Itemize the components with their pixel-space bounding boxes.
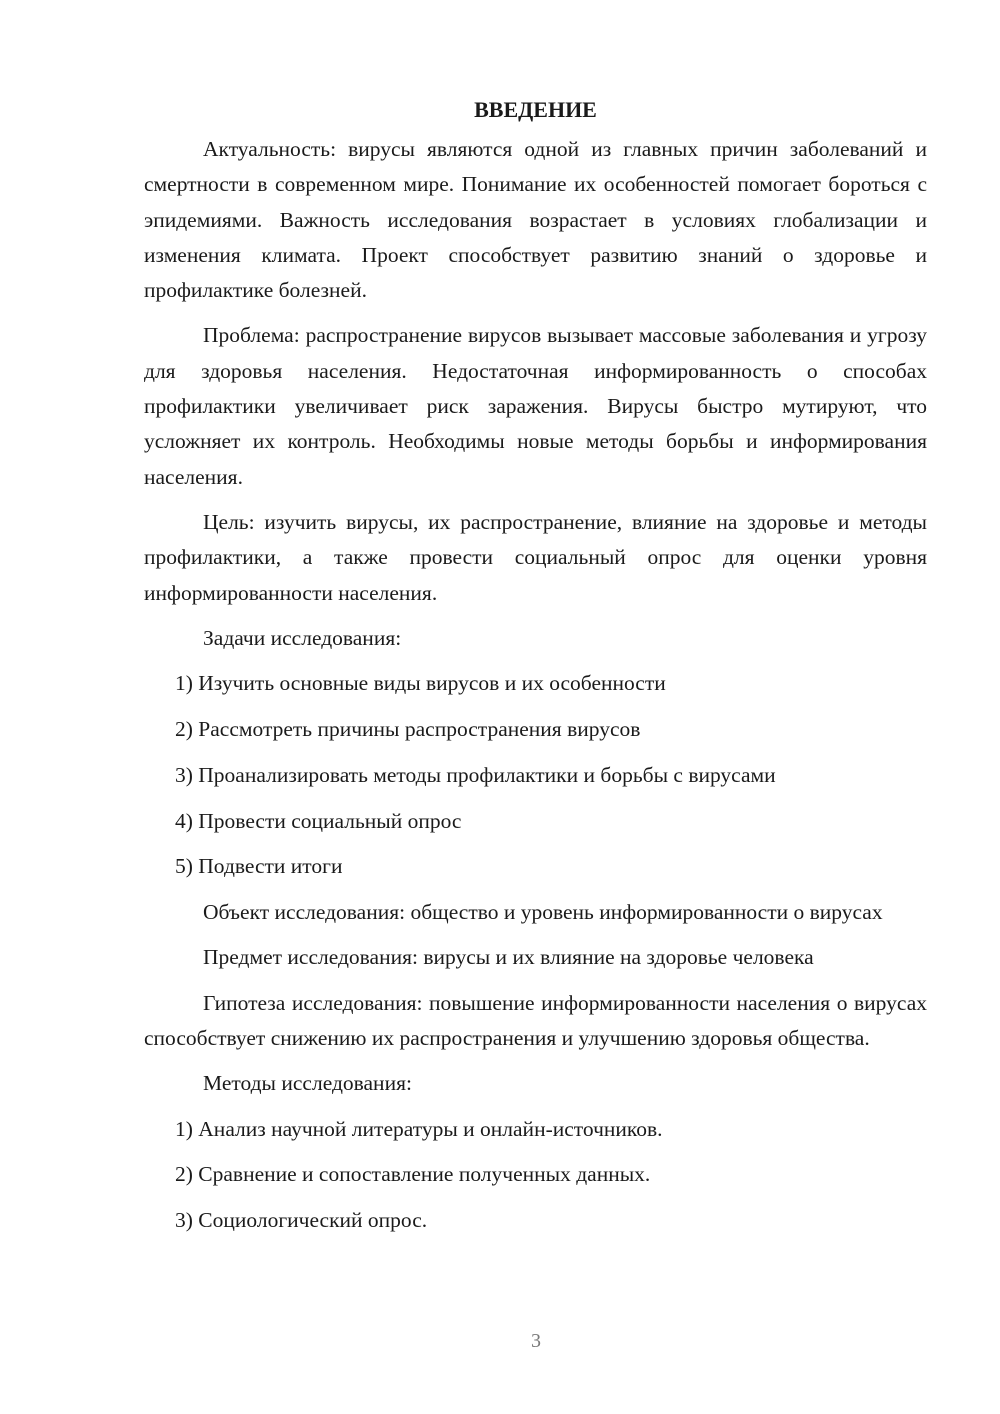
list-item: 4) Провести социальный опрос (175, 808, 462, 833)
list-item: 3) Социологический опрос. (175, 1208, 428, 1233)
tasks-list (144, 666, 927, 884)
page-number: 3 (531, 1330, 541, 1352)
document-page (144, 92, 927, 1249)
page-title: ВВЕДЕНИЕ (474, 97, 597, 122)
list-item: 1) Изучить основные виды вирусов и их особенности (175, 671, 666, 696)
list-item: 3) Проанализировать методы профилактики и борьбы с вирусами (175, 762, 776, 787)
object-paragraph: Объект исследования: общество и уровень информированности о вирусах (203, 900, 883, 925)
tasks-heading: Задачи исследования: (203, 625, 402, 650)
relevance-paragraph: Актуальность: вирусы являются одной из главных причин заболеваний и смертности в современном мире. Понимание их особенностей помогает бороться с эпидемиями. Важность исследования возрастает в условиях глобализации и изменения климата. Проект способствует развитию знаний о здоровье и профилактике болезней. (144, 137, 927, 303)
methods-heading: Методы исследования: (203, 1071, 412, 1096)
problem-paragraph: Проблема: распространение вирусов вызывает массовые заболевания и угрозу для здоровья населения. Недостаточная информированность о способах профилактики увеличивает риск заражения. Вирусы быстро мутируют, что усложняет их контроль. Необходимы новые методы борьбы и информирования населения. (144, 323, 927, 489)
subject-paragraph: Предмет исследования: вирусы и их влияние на здоровье человека (203, 945, 814, 970)
methods-list (144, 1112, 927, 1239)
goal-paragraph: Цель: изучить вирусы, их распространение, влияние на здоровье и методы профилактики, а также провести социальный опрос для оценки уровня информированности населения. (144, 509, 927, 605)
list-item: 2) Рассмотреть причины распространения вирусов (175, 716, 641, 741)
list-item: 5) Подвести итоги (175, 854, 343, 879)
hypothesis-paragraph: Гипотеза исследования: повышение информированности населения о вирусах способствует снижению их распространения и улучшению здоровья общества. (144, 990, 927, 1051)
list-item: 1) Анализ научной литературы и онлайн-источников. (175, 1116, 663, 1141)
list-item: 2) Сравнение и сопоставление полученных данных. (175, 1162, 651, 1187)
